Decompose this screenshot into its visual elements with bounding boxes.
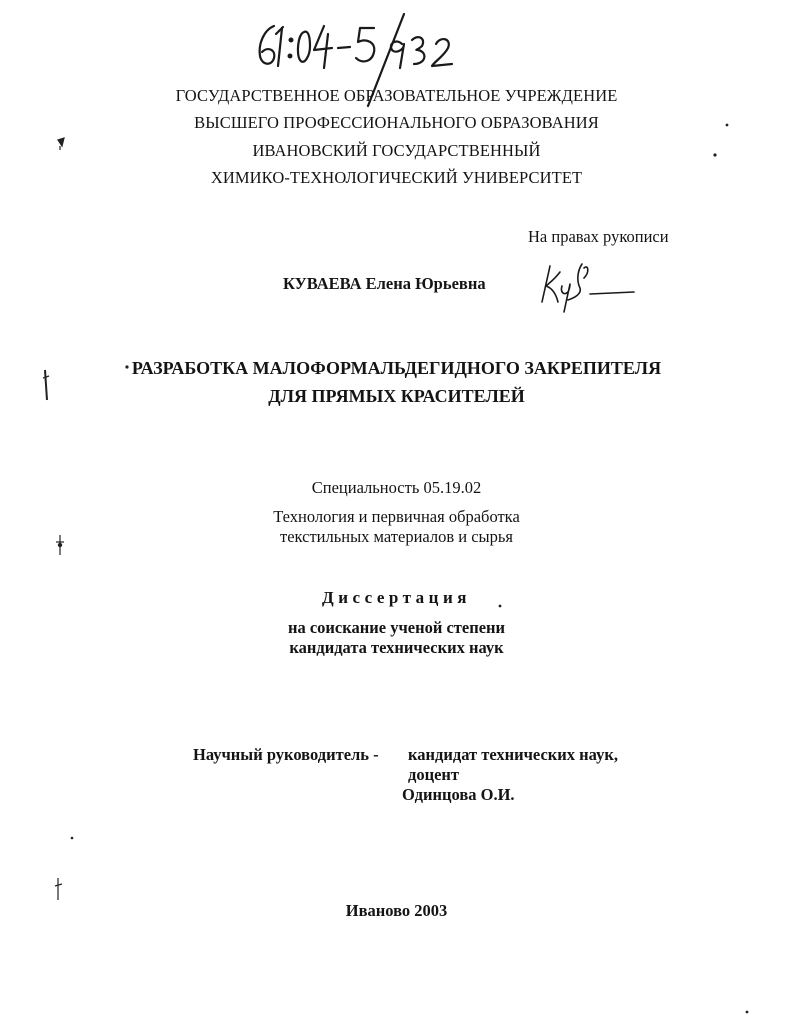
supervisor-degree: кандидат технических наук, <box>408 745 618 764</box>
institution-line-4: ХИМИКО-ТЕХНОЛОГИЧЕСКИЙ УНИВЕРСИТЕТ <box>210 168 583 187</box>
archive-code-handwriting <box>246 10 476 80</box>
specialty-name-line-2: текстильных материалов и сырья <box>280 527 513 546</box>
author-name: КУВАЕВА Елена Юрьевна <box>283 274 486 293</box>
supervisor-name: Одинцова О.И. <box>402 785 515 804</box>
supervisor-label: Научный руководитель - <box>193 745 379 764</box>
title-line-2: ДЛЯ ПРЯМЫХ КРАСИТЕЛЕЙ <box>268 386 525 406</box>
document-type-heading: Диссертация <box>322 588 471 607</box>
archive-code <box>246 10 476 80</box>
author-signature <box>538 258 638 318</box>
institution-line-2: ВЫСШЕГО ПРОФЕССИОНАЛЬНОГО ОБРАЗОВАНИЯ <box>194 113 599 132</box>
institution-line-3: ИВАНОВСКИЙ ГОСУДАРСТВЕННЫЙ <box>252 141 541 160</box>
signature-handwriting <box>538 258 638 318</box>
specialty-code: Специальность 05.19.02 <box>311 478 482 497</box>
manuscript-note: На правах рукописи <box>528 227 669 246</box>
degree-line-1: на соискание ученой степени <box>287 618 506 637</box>
specialty-name-line-1: Технология и первичная обработка <box>273 507 520 526</box>
supervisor-rank: доцент <box>408 765 460 784</box>
institution-line-1: ГОСУДАРСТВЕННОЕ ОБРАЗОВАТЕЛЬНОЕ УЧРЕЖДЕНИЕ <box>175 86 618 105</box>
degree-line-2: кандидата технических наук <box>289 638 504 657</box>
city-year: Иваново 2003 <box>345 901 448 920</box>
title-line-1: РАЗРАБОТКА МАЛОФОРМАЛЬДЕГИДНОГО ЗАКРЕПИТЕЛЯ <box>131 358 662 378</box>
